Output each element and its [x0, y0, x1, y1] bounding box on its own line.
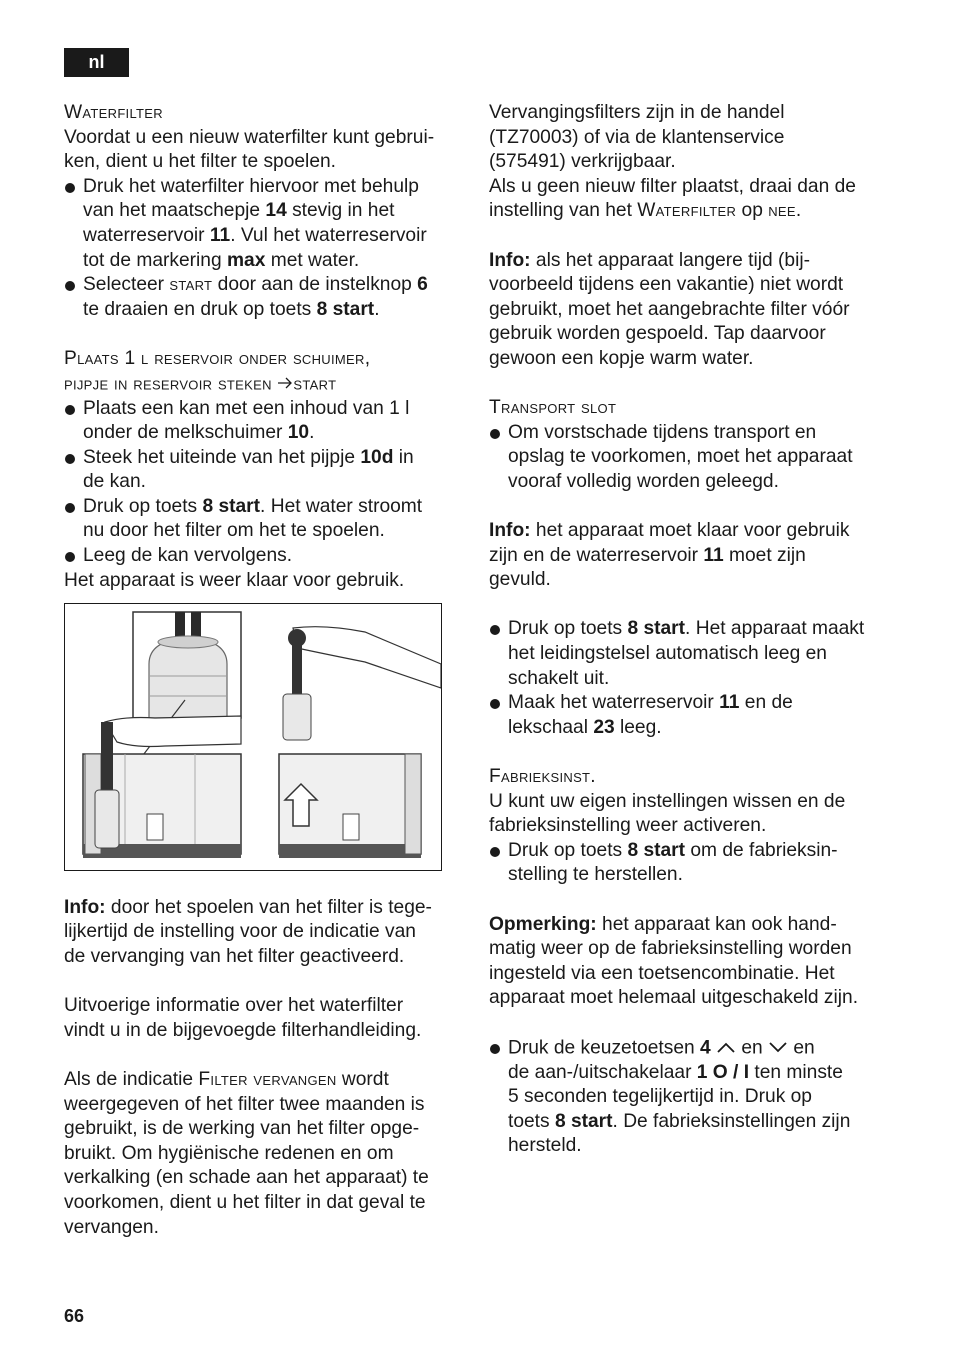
list-item-cont: stelling te herstellen. [508, 864, 683, 886]
right-column [489, 101, 899, 1159]
list-item: Selecteer start door aan de instelknop 6 [64, 273, 464, 298]
list-item: Maak het waterreservoir 11 en de [489, 691, 899, 716]
list-item: Plaats een kan met een inhoud van 1 l [64, 397, 464, 422]
paragraph: gebruikt, moet het aangebrachte filter vóór [489, 298, 850, 320]
section-heading-waterfilter: Waterfilter [64, 102, 163, 123]
section-heading-fabrieksinst: Fabrieksinst. [489, 766, 596, 788]
left-column [64, 101, 464, 1240]
illustration-filter-rinse [64, 603, 442, 871]
paragraph: apparaat moet helemaal uitgeschakeld zijn. [489, 987, 859, 1009]
paragraph: gebruik worden gespoeld. Tap daarvoor [489, 323, 826, 345]
list-item: Leeg de kan vervolgens. [64, 544, 464, 569]
list-item: Om vorstschade tijdens transport en [489, 421, 899, 446]
list-item: Druk op toets 8 start. Het apparaat maakt [489, 617, 899, 642]
list-item-cont: het leidingstelsel automatisch leeg en [508, 643, 827, 665]
paragraph: fabrieksinstelling weer activeren. [489, 815, 767, 837]
paragraph: zijn en de waterreservoir 11 moet zijn [489, 544, 806, 566]
right-hand-lifting-filter [283, 627, 441, 740]
paragraph: Het apparaat is weer klaar voor gebruik. [64, 569, 405, 591]
list-item-cont: te draaien en druk op toets 8 start. [83, 298, 380, 320]
section-heading-transport: Transport slot [489, 397, 617, 419]
paragraph: Vervangingsfilters zijn in de handel [489, 102, 785, 123]
section-heading-plaats: Plaats 1 l reservoir onder schuimer, [64, 347, 371, 369]
list-item-cont: de aan-/uitschakelaar 1 O / I ten minste [508, 1061, 843, 1083]
paragraph: ken, dient u het filter te spoelen. [64, 151, 336, 173]
list-item-cont: hersteld. [508, 1135, 582, 1157]
paragraph: Als u geen nieuw filter plaatst, draai dan de [489, 175, 856, 197]
paragraph: (TZ70003) of via de klantenservice [489, 126, 785, 148]
paragraph: (575491) verkrijgbaar. [489, 151, 676, 173]
list-item-cont: lekschaal 23 leeg. [508, 716, 662, 738]
list-item-cont: opslag te voorkomen, moet het apparaat [508, 446, 853, 468]
paragraph: instelling van het Waterfilter op nee. [489, 200, 802, 222]
paragraph: gebruikt, is de werking van het filter opge- [64, 1118, 420, 1140]
list-item-cont: waterreservoir 11. Vul het waterreservoir [83, 224, 427, 246]
list-item-cont: nu door het filter om het te spoelen. [83, 520, 385, 542]
list-item-cont: schakelt uit. [508, 667, 610, 689]
paragraph: vindt u in de bijgevoegde filterhandleiding. [64, 1019, 422, 1041]
paragraph: ingesteld via een toetsencombinatie. Het [489, 962, 835, 984]
paragraph: gewoon een kopje warm water. [489, 347, 754, 369]
section-heading-plaats-cont: pijpje in reservoir steken start [64, 372, 464, 397]
inset-filter-detail [133, 612, 241, 718]
info-paragraph: Info: als het apparaat langere tijd (bij- [489, 249, 811, 271]
chevron-up-icon [716, 1036, 736, 1061]
opmerking-paragraph: Opmerking: het apparaat kan ook hand- [489, 913, 837, 935]
paragraph: matig weer op de fabrieksinstelling worden [489, 938, 852, 960]
paragraph: voorbeeld tijdens een vakantie) niet wordt [489, 274, 844, 296]
info-paragraph: Info: het apparaat moet klaar voor gebruik [489, 520, 850, 542]
list-item-cont: onder de melkschuimer 10. [83, 422, 315, 444]
list-item-cont: 5 seconden tegelijkertijd in. Druk op [508, 1086, 812, 1108]
paragraph: de vervanging van het filter geactiveerd. [64, 946, 405, 968]
paragraph: Als de indicatie Filter vervangen wordt [64, 1069, 389, 1090]
bullet-list [64, 175, 464, 323]
list-item: Druk het waterfilter hiervoor met behulp [64, 175, 464, 200]
list-item-cont: toets 8 start. De fabrieksinstellingen zijn [508, 1110, 851, 1132]
paragraph: gevuld. [489, 569, 551, 591]
list-item-cont: de kan. [83, 471, 146, 493]
paragraph: weergegeven of het filter twee maanden is [64, 1093, 425, 1115]
paragraph: Voordat u een nieuw waterfilter kunt gebrui- [64, 126, 435, 148]
list-item: Druk op toets 8 start om de fabrieksin- [489, 839, 899, 864]
page-number: 66 [64, 1306, 85, 1326]
list-item: Steek het uiteinde van het pijpje 10d in [64, 446, 464, 471]
list-item-cont: tot de markering max met water. [83, 249, 360, 271]
list-item: Druk de keuzetoetsen 4 en en [489, 1036, 899, 1061]
list-item-cont: vooraf volledig worden geleegd. [508, 470, 779, 492]
chevron-down-icon [768, 1036, 788, 1061]
right-water-tank [279, 754, 421, 858]
language-tab: nl [64, 48, 129, 77]
paragraph: Uitvoerige informatie over het waterfilter [64, 995, 404, 1017]
paragraph: vervangen. [64, 1216, 159, 1238]
list-item: Druk op toets 8 start. Het water stroomt [64, 495, 464, 520]
paragraph: verkalking (en schade aan het apparaat) te [64, 1167, 429, 1189]
paragraph: U kunt uw eigen instellingen wissen en de [489, 790, 846, 812]
info-paragraph: Info: door het spoelen van het filter is tege- [64, 896, 432, 918]
paragraph: voorkomen, dient u het filter in dat geval te [64, 1191, 426, 1213]
list-item-cont: van het maatschepje 14 stevig in het [83, 200, 395, 222]
paragraph: lijkertijd de instelling voor de indicatie van [64, 921, 416, 943]
arrow-right-icon [277, 372, 293, 397]
paragraph: bruikt. Om hygiënische redenen en om [64, 1142, 394, 1164]
